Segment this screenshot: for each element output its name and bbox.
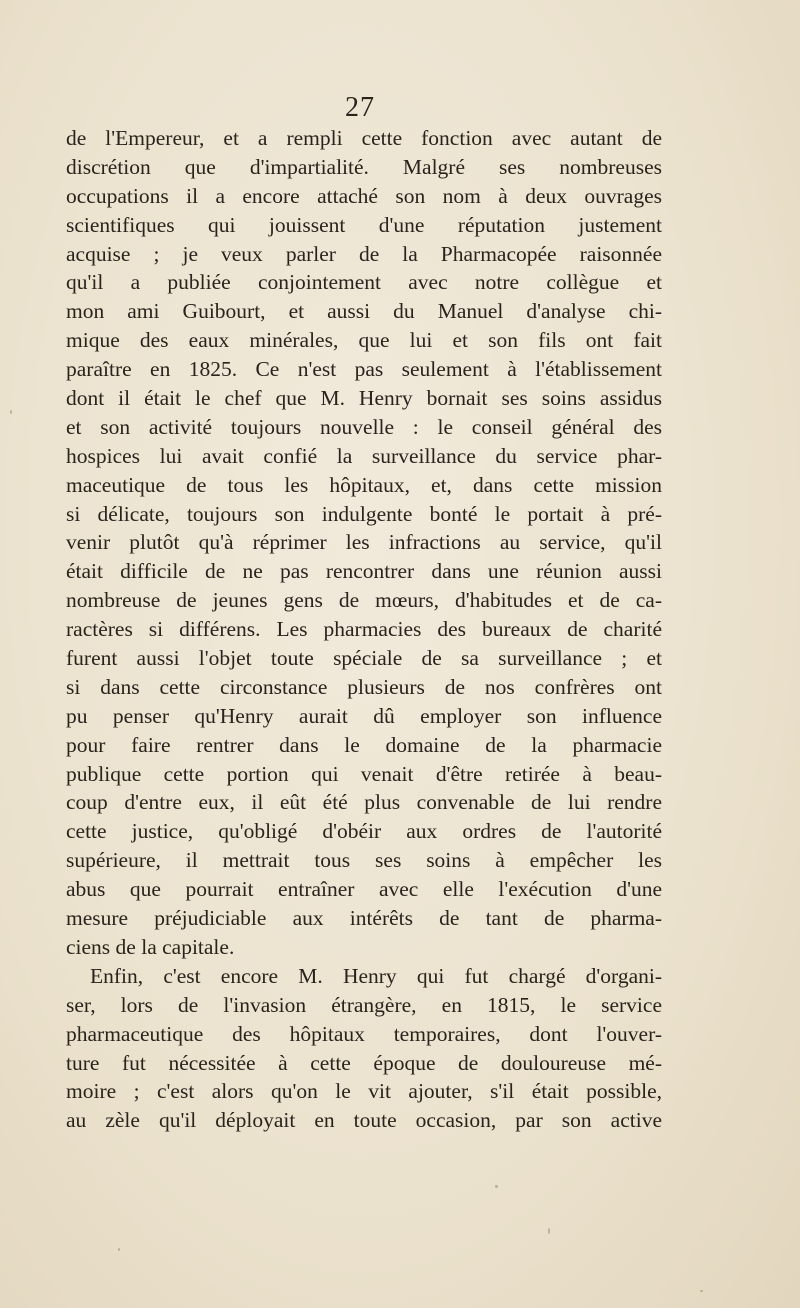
text-line: et son activité toujours nouvelle : le conseil général des (66, 414, 662, 439)
text-line: venir plutôt qu'à réprimer les infractions au service, qu'il (66, 530, 662, 555)
text-line: discrétion que d'impartialité. Malgré ses nombreuses (66, 154, 662, 179)
text-line: abus que pourrait entraîner avec elle l'exécution d'une (66, 877, 662, 902)
text-line: nombreuse de jeunes gens de mœurs, d'habitudes et de ca- (66, 588, 662, 613)
text-line: occupations il a encore attaché son nom à deux ouvrages (66, 183, 662, 208)
text-line: ser, lors de l'invasion étrangère, en 1815, le service (66, 992, 662, 1017)
text-line: cette justice, qu'obligé d'obéir aux ordres de l'autorité (66, 819, 662, 844)
text-line: maceutique de tous les hôpitaux, et, dans cette mission (66, 472, 662, 497)
paper-speck (118, 1248, 120, 1251)
text-line: ractères si différens. Les pharmacies des bureaux de charité (66, 617, 662, 642)
text-line: scientifiques qui jouissent d'une réputation justement (66, 212, 662, 237)
text-line: ciens de la capitale. (66, 934, 235, 959)
text-line: pharmaceutique des hôpitaux temporaires, dont l'ouver- (66, 1021, 662, 1046)
body-text (66, 124, 662, 1135)
text-line: pu penser qu'Henry aurait dû employer son influence (66, 703, 662, 728)
text-line: mesure préjudiciable aux intérêts de tant de pharma- (66, 906, 662, 931)
text-line: si dans cette circonstance plusieurs de nos confrères ont (66, 674, 662, 699)
text-line: mon ami Guibourt, et aussi du Manuel d'analyse chi- (66, 299, 662, 324)
text-line: hospices lui avait confié la surveillance du service phar- (66, 443, 662, 468)
text-line: qu'il a publiée conjointement avec notre collègue et (66, 270, 662, 295)
text-line: au zèle qu'il déployait en toute occasion, par son active (66, 1108, 662, 1133)
text-line: était difficile de ne pas rencontrer dans une réunion aussi (66, 559, 662, 584)
text-line: coup d'entre eux, il eût été plus convenable de lui rendre (66, 790, 662, 815)
page-number: 27 (345, 92, 375, 123)
text-line: ture fut nécessitée à cette époque de douloureuse mé- (66, 1050, 662, 1075)
text-line: dont il était le chef que M. Henry bornait ses soins assidus (66, 386, 662, 411)
text-line: acquise ; je veux parler de la Pharmacopée raisonnée (66, 241, 662, 266)
text-line: publique cette portion qui venait d'être retirée à beau- (66, 761, 662, 786)
text-line: si délicate, toujours son indulgente bonté le portait à pré- (66, 501, 662, 526)
text-line: paraître en 1825. Ce n'est pas seulement à l'établissement (66, 357, 662, 382)
text-line: furent aussi l'objet toute spéciale de sa surveillance ; et (66, 646, 662, 671)
paper-speck (700, 1290, 703, 1292)
text-line: de l'Empereur, et a rempli cette fonction avec autant de (66, 126, 662, 150)
paper-speck (10, 410, 12, 414)
paragraph-start-line: Enfin, c'est encore M. Henry qui fut chargé d'organi- (90, 963, 662, 988)
text-line: moire ; c'est alors qu'on le vit ajouter, s'il était possible, (66, 1079, 662, 1104)
paper-speck (495, 1185, 498, 1188)
paper-speck (548, 1228, 550, 1234)
text-line: mique des eaux minérales, que lui et son fils ont fait (66, 328, 662, 353)
text-line: pour faire rentrer dans le domaine de la pharmacie (66, 732, 662, 757)
text-line: supérieure, il mettrait tous ses soins à empêcher les (66, 848, 662, 873)
